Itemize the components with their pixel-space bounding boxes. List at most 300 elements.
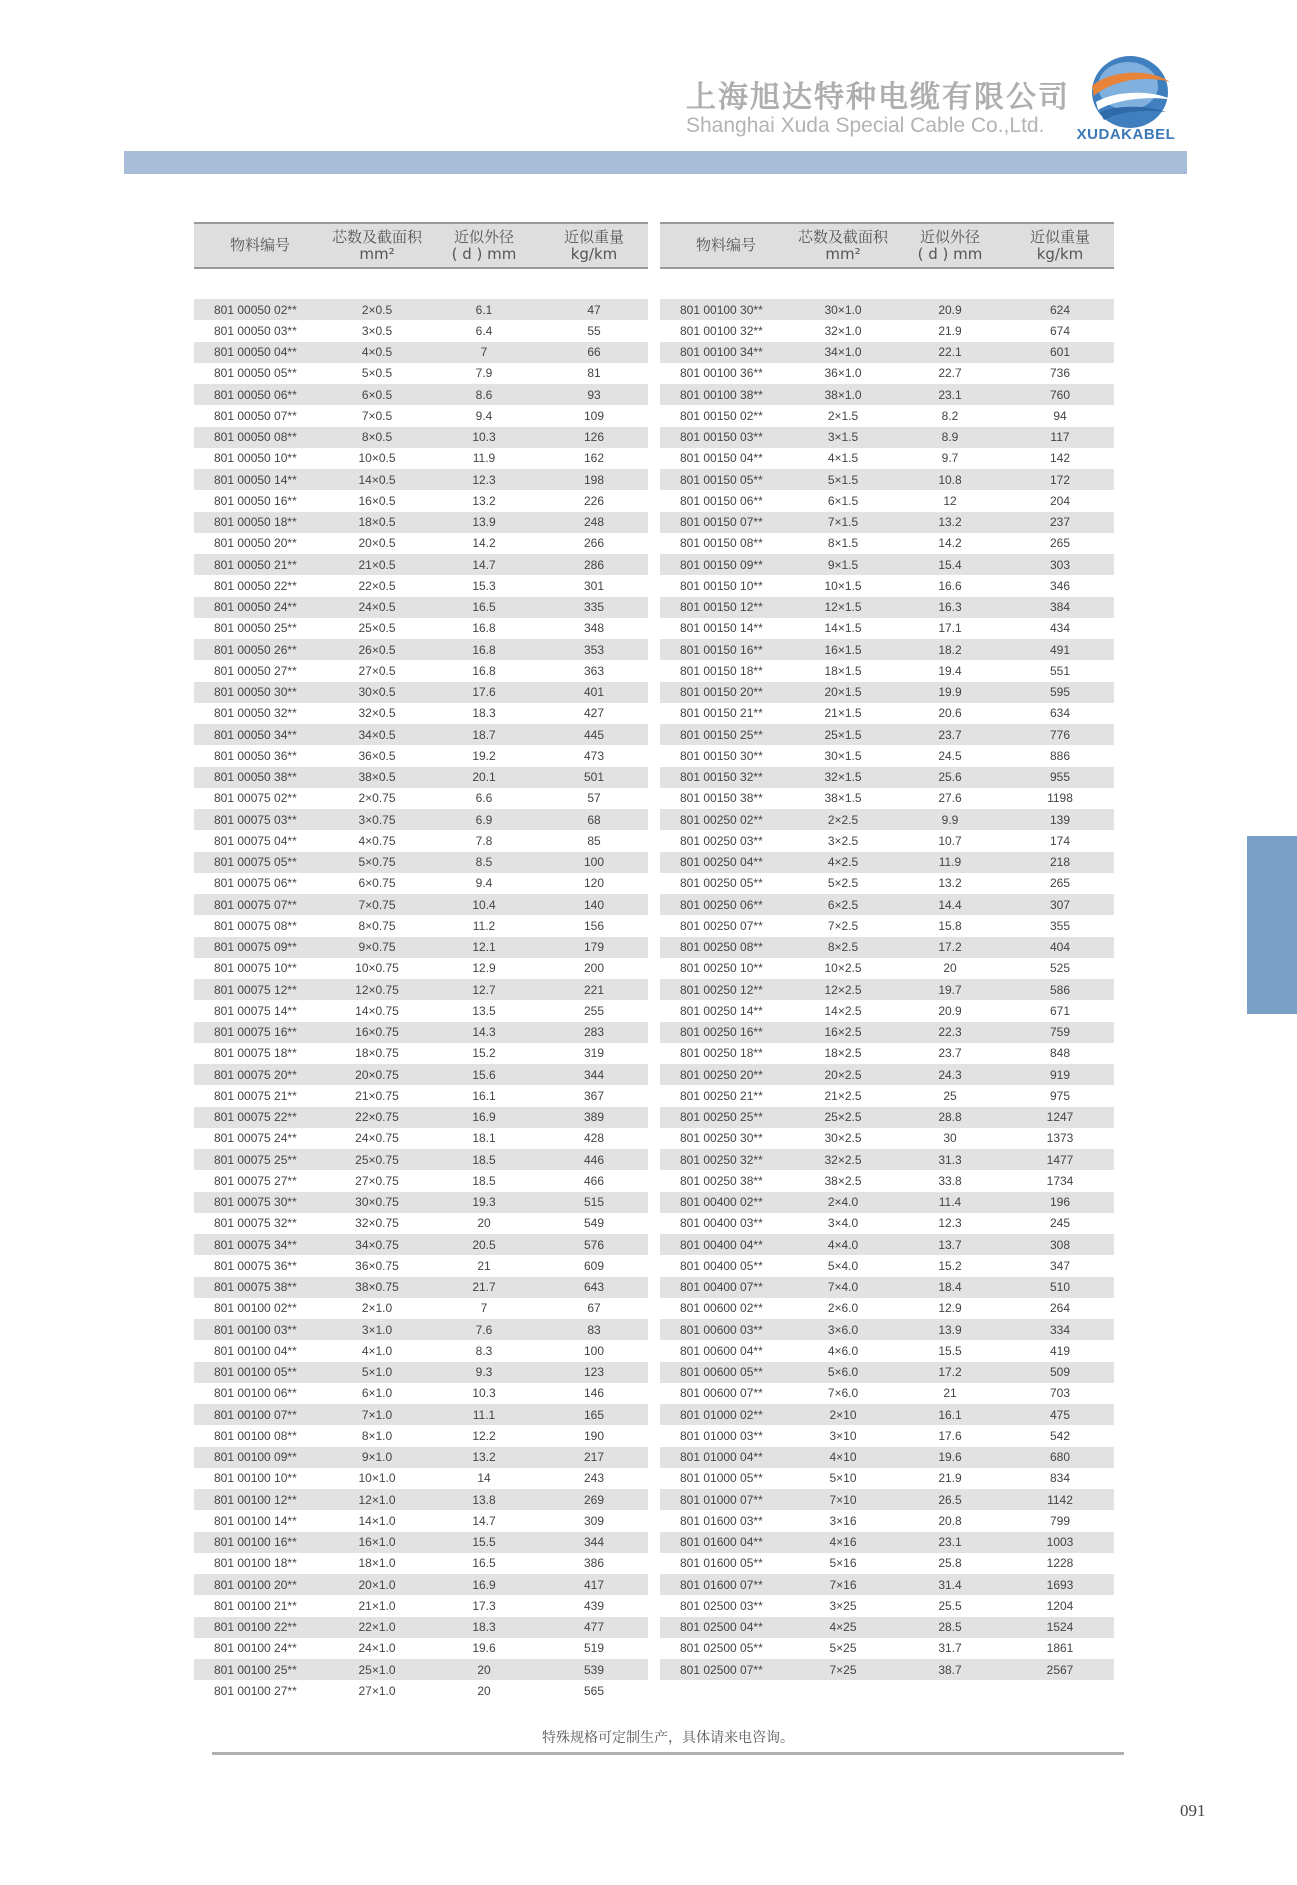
cell-part-no: 801 00100 21** — [214, 1598, 297, 1613]
cell-cores-section: 16×0.75 — [355, 1025, 399, 1040]
cell-part-no: 801 00075 24** — [214, 1131, 297, 1146]
cell-diameter: 22.3 — [938, 1025, 962, 1040]
cell-weight: 434 — [1049, 621, 1071, 636]
table-row — [194, 1022, 648, 1043]
cell-part-no: 801 00075 25** — [214, 1152, 297, 1167]
table-row — [660, 937, 1114, 958]
cell-weight: 237 — [1049, 515, 1071, 530]
cell-diameter: 12 — [943, 493, 957, 508]
cell-part-no: 801 00150 20** — [680, 685, 763, 700]
cell-part-no: 801 00250 14** — [680, 1003, 763, 1018]
cell-cores-section: 38×0.75 — [355, 1280, 399, 1295]
table-row — [194, 1234, 648, 1255]
cell-part-no: 801 00100 14** — [214, 1513, 297, 1528]
table-row — [660, 1000, 1114, 1021]
cell-weight: 344 — [583, 1535, 605, 1550]
cell-cores-section: 8×1.5 — [827, 536, 859, 551]
table-row — [194, 1043, 648, 1064]
cell-diameter: 31.7 — [938, 1641, 962, 1656]
table-header — [660, 222, 1114, 269]
cell-cores-section: 4×25 — [829, 1620, 857, 1635]
cell-cores-section: 3×0.5 — [361, 323, 393, 338]
table-row — [660, 342, 1114, 363]
side-section-tab — [1247, 836, 1297, 1014]
cell-part-no: 801 00100 36** — [680, 366, 763, 381]
cell-weight: 283 — [583, 1025, 605, 1040]
table-row — [194, 1277, 648, 1298]
col-header-weight: 近似重量 kg/km — [1029, 227, 1090, 263]
cell-diameter: 14.2 — [938, 536, 962, 551]
cell-part-no: 801 00050 32** — [214, 706, 297, 721]
table-row — [194, 1192, 648, 1213]
cell-diameter: 23.1 — [938, 387, 962, 402]
cell-diameter: 23.7 — [938, 1046, 962, 1061]
cell-diameter: 12.9 — [938, 1301, 962, 1316]
cell-cores-section: 32×1.0 — [824, 323, 862, 338]
cell-diameter: 14.2 — [472, 536, 496, 551]
cell-weight: 601 — [1049, 345, 1071, 360]
table-row — [660, 1532, 1114, 1553]
cell-diameter: 16.1 — [472, 1088, 496, 1103]
cell-weight: 319 — [583, 1046, 605, 1061]
col-header-diameter: 近似外径 ( d ) mm — [451, 227, 517, 263]
cell-cores-section: 7×1.0 — [361, 1407, 393, 1422]
cell-cores-section: 8×0.5 — [361, 430, 393, 445]
cell-weight: 286 — [583, 557, 605, 572]
cell-part-no: 801 00150 08** — [680, 536, 763, 551]
cell-part-no: 801 00075 20** — [214, 1067, 297, 1082]
table-row — [194, 533, 648, 554]
cell-part-no: 801 00100 07** — [214, 1407, 297, 1422]
table-row — [194, 1319, 648, 1340]
table-row — [194, 618, 648, 639]
cell-cores-section: 3×0.75 — [358, 812, 396, 827]
cell-part-no: 801 00075 16** — [214, 1025, 297, 1040]
table-row — [194, 1064, 648, 1085]
cell-diameter: 24.3 — [938, 1067, 962, 1082]
cell-cores-section: 14×1.5 — [824, 621, 862, 636]
cell-diameter: 12.2 — [472, 1428, 496, 1443]
cell-cores-section: 5×1.0 — [361, 1365, 393, 1380]
table-row — [194, 448, 648, 469]
cell-part-no: 801 02500 04** — [680, 1620, 763, 1635]
cell-diameter: 24.5 — [938, 748, 962, 763]
header-band — [124, 151, 1187, 174]
cell-weight: 975 — [1049, 1088, 1071, 1103]
cell-part-no: 801 01000 04** — [680, 1450, 763, 1465]
cell-cores-section: 22×0.75 — [355, 1110, 399, 1125]
table-row — [660, 469, 1114, 490]
cell-weight: 353 — [583, 642, 605, 657]
cell-weight: 309 — [583, 1513, 605, 1528]
cell-weight: 346 — [1049, 578, 1071, 593]
cell-part-no: 801 00100 10** — [214, 1471, 297, 1486]
cell-part-no: 801 00100 30** — [680, 302, 763, 317]
table-row — [660, 1425, 1114, 1446]
table-row — [660, 597, 1114, 618]
table-row — [194, 384, 648, 405]
table-row — [194, 1404, 648, 1425]
cell-diameter: 10.8 — [938, 472, 962, 487]
cell-diameter: 25.6 — [938, 770, 962, 785]
cell-diameter: 15.3 — [472, 578, 496, 593]
cell-weight: 81 — [587, 366, 601, 381]
cell-part-no: 801 00050 25** — [214, 621, 297, 636]
cell-part-no: 801 00075 03** — [214, 812, 297, 827]
table-row — [194, 1659, 648, 1680]
table-row — [194, 1489, 648, 1510]
cell-cores-section: 18×1.0 — [358, 1556, 396, 1571]
cell-cores-section: 8×0.75 — [358, 918, 396, 933]
table-row — [194, 809, 648, 830]
custom-spec-note: 特殊规格可定制生产，具体请来电咨询。 — [542, 1730, 794, 1746]
cell-cores-section: 4×4.0 — [827, 1237, 859, 1252]
cell-part-no: 801 00075 18** — [214, 1046, 297, 1061]
cell-diameter: 16.1 — [938, 1407, 962, 1422]
cell-weight: 848 — [1049, 1046, 1071, 1061]
cell-part-no: 801 02500 07** — [680, 1662, 763, 1677]
table-row — [660, 299, 1114, 320]
cell-cores-section: 20×2.5 — [824, 1067, 862, 1082]
table-row — [660, 1107, 1114, 1128]
cell-diameter: 18.3 — [472, 706, 496, 721]
cell-part-no: 801 00075 14** — [214, 1003, 297, 1018]
cell-diameter: 13.2 — [938, 876, 962, 891]
cell-diameter: 11.4 — [938, 1195, 962, 1210]
cell-diameter: 15.4 — [938, 557, 962, 572]
table-row — [660, 533, 1114, 554]
cell-diameter: 19.2 — [472, 748, 496, 763]
cell-cores-section: 38×1.5 — [824, 791, 862, 806]
cell-weight: 439 — [583, 1598, 605, 1613]
cell-part-no: 801 00150 10** — [680, 578, 763, 593]
cell-weight: 367 — [583, 1088, 605, 1103]
cell-diameter: 9.4 — [475, 876, 493, 891]
cell-cores-section: 25×0.5 — [358, 621, 396, 636]
cell-part-no: 801 00100 25** — [214, 1662, 297, 1677]
cell-part-no: 801 00100 05** — [214, 1365, 297, 1380]
cell-cores-section: 3×1.0 — [361, 1322, 393, 1337]
cell-part-no: 801 00075 22** — [214, 1110, 297, 1125]
cell-part-no: 801 00050 04** — [214, 345, 297, 360]
cell-part-no: 801 02500 05** — [680, 1641, 763, 1656]
cell-part-no: 801 00050 06** — [214, 387, 297, 402]
cell-diameter: 7 — [480, 345, 488, 360]
cell-part-no: 801 00600 03** — [680, 1322, 763, 1337]
cell-weight: 386 — [583, 1556, 605, 1571]
cell-weight: 47 — [587, 302, 601, 317]
cell-diameter: 18.5 — [472, 1173, 496, 1188]
cell-part-no: 801 00100 24** — [214, 1641, 297, 1656]
cell-part-no: 801 00150 14** — [680, 621, 763, 636]
cell-cores-section: 38×0.5 — [358, 770, 396, 785]
cell-diameter: 31.4 — [938, 1577, 962, 1592]
table-row — [194, 745, 648, 766]
table-row — [660, 767, 1114, 788]
table-row — [194, 682, 648, 703]
cell-weight: 243 — [583, 1471, 605, 1486]
cell-cores-section: 22×1.0 — [358, 1620, 396, 1635]
table-row — [660, 1022, 1114, 1043]
cell-cores-section: 8×1.0 — [361, 1428, 393, 1443]
cell-part-no: 801 00075 21** — [214, 1088, 297, 1103]
cell-cores-section: 22×0.5 — [358, 578, 396, 593]
cell-cores-section: 6×1.0 — [361, 1386, 393, 1401]
cell-cores-section: 5×0.75 — [358, 855, 396, 870]
spec-table-left — [194, 222, 648, 1702]
cell-diameter: 15.5 — [938, 1343, 962, 1358]
cell-cores-section: 14×0.5 — [358, 472, 396, 487]
cell-cores-section: 7×10 — [829, 1492, 857, 1507]
cell-weight: 510 — [1049, 1280, 1071, 1295]
cell-diameter: 10.3 — [472, 1386, 496, 1401]
cell-weight: 218 — [1049, 855, 1071, 870]
cell-cores-section: 4×1.0 — [361, 1343, 393, 1358]
cell-diameter: 13.2 — [938, 515, 962, 530]
table-row — [660, 1085, 1114, 1106]
table-row — [660, 1638, 1114, 1659]
cell-part-no: 801 00050 18** — [214, 515, 297, 530]
col-header-part-no: 物料编号 — [695, 236, 756, 254]
table-row — [194, 554, 648, 575]
cell-weight: 799 — [1049, 1513, 1071, 1528]
cell-weight: 384 — [1049, 600, 1071, 615]
table-row — [660, 830, 1114, 851]
cell-weight: 519 — [583, 1641, 605, 1656]
cell-weight: 595 — [1049, 685, 1071, 700]
cell-weight: 255 — [583, 1003, 605, 1018]
table-row — [194, 427, 648, 448]
cell-weight: 1373 — [1046, 1131, 1074, 1146]
cell-weight: 334 — [1049, 1322, 1071, 1337]
table-row — [194, 1532, 648, 1553]
cell-weight: 565 — [583, 1683, 605, 1698]
table-row — [660, 1319, 1114, 1340]
cell-diameter: 16.5 — [472, 1556, 496, 1571]
cell-diameter: 15.8 — [938, 918, 962, 933]
cell-weight: 303 — [1049, 557, 1071, 572]
cell-part-no: 801 00250 30** — [680, 1131, 763, 1146]
cell-part-no: 801 00075 12** — [214, 982, 297, 997]
table-row — [660, 1489, 1114, 1510]
cell-diameter: 19.9 — [938, 685, 962, 700]
cell-weight: 671 — [1049, 1003, 1071, 1018]
cell-cores-section: 5×16 — [829, 1556, 857, 1571]
cell-weight: 221 — [583, 982, 605, 997]
cell-weight: 624 — [1049, 302, 1071, 317]
cell-cores-section: 2×1.0 — [361, 1301, 393, 1316]
table-row — [194, 575, 648, 596]
table-row — [660, 1574, 1114, 1595]
cell-cores-section: 5×10 — [829, 1471, 857, 1486]
cell-cores-section: 4×10 — [829, 1450, 857, 1465]
cell-weight: 156 — [583, 918, 605, 933]
cell-cores-section: 4×0.75 — [358, 833, 396, 848]
cell-cores-section: 3×10 — [829, 1428, 857, 1443]
cell-cores-section: 21×1.0 — [358, 1598, 396, 1613]
cell-part-no: 801 00250 20** — [680, 1067, 763, 1082]
table-row — [194, 1000, 648, 1021]
cell-cores-section: 34×0.5 — [358, 727, 396, 742]
cell-diameter: 16.6 — [938, 578, 962, 593]
cell-diameter: 12.3 — [938, 1216, 962, 1231]
table-row — [660, 1383, 1114, 1404]
cell-diameter: 16.8 — [472, 663, 496, 678]
cell-cores-section: 20×1.5 — [824, 685, 862, 700]
cell-weight: 83 — [587, 1322, 601, 1337]
cell-part-no: 801 00075 08** — [214, 918, 297, 933]
table-row — [660, 490, 1114, 511]
table-row — [660, 618, 1114, 639]
cell-weight: 123 — [583, 1365, 605, 1380]
table-row — [194, 1128, 648, 1149]
table-row — [660, 1298, 1114, 1319]
table-row — [660, 724, 1114, 745]
cell-weight: 363 — [583, 663, 605, 678]
cell-weight: 515 — [583, 1195, 605, 1210]
table-row — [660, 1170, 1114, 1191]
cell-diameter: 21.9 — [938, 323, 962, 338]
cell-weight: 120 — [583, 876, 605, 891]
cell-part-no: 801 00075 27** — [214, 1173, 297, 1188]
cell-part-no: 801 00050 16** — [214, 493, 297, 508]
cell-cores-section: 25×1.5 — [824, 727, 862, 742]
table-row — [660, 703, 1114, 724]
cell-cores-section: 6×0.75 — [358, 876, 396, 891]
table-row — [194, 1680, 648, 1701]
table-row — [660, 1468, 1114, 1489]
cell-diameter: 10.7 — [938, 833, 962, 848]
cell-cores-section: 10×0.5 — [358, 451, 396, 466]
cell-weight: 307 — [1049, 897, 1071, 912]
cell-part-no: 801 00050 22** — [214, 578, 297, 593]
cell-diameter: 20.8 — [938, 1513, 962, 1528]
table-row — [660, 363, 1114, 384]
cell-diameter: 9.4 — [475, 408, 493, 423]
cell-cores-section: 5×4.0 — [827, 1258, 859, 1273]
table-row — [194, 788, 648, 809]
cell-part-no: 801 01600 05** — [680, 1556, 763, 1571]
cell-diameter: 20 — [943, 961, 957, 976]
table-row — [194, 1383, 648, 1404]
cell-cores-section: 18×0.75 — [355, 1046, 399, 1061]
table-row — [194, 299, 648, 320]
cell-weight: 139 — [1049, 812, 1071, 827]
cell-diameter: 25 — [943, 1088, 957, 1103]
table-row — [194, 342, 648, 363]
cell-weight: 140 — [583, 897, 605, 912]
table-row — [194, 1510, 648, 1531]
cell-part-no: 801 00250 38** — [680, 1173, 763, 1188]
cell-weight: 245 — [1049, 1216, 1071, 1231]
cell-part-no: 801 00050 08** — [214, 430, 297, 445]
cell-weight: 200 — [583, 961, 605, 976]
cell-part-no: 801 00075 06** — [214, 876, 297, 891]
cell-weight: 634 — [1049, 706, 1071, 721]
table-row — [660, 1149, 1114, 1170]
cell-cores-section: 7×1.5 — [827, 515, 859, 530]
cell-part-no: 801 00075 38** — [214, 1280, 297, 1295]
cell-cores-section: 5×1.5 — [827, 472, 859, 487]
table-row — [194, 1617, 648, 1638]
cell-diameter: 13.2 — [472, 1450, 496, 1465]
cell-diameter: 17.2 — [938, 1365, 962, 1380]
table-row — [194, 1149, 648, 1170]
cell-diameter: 19.6 — [938, 1450, 962, 1465]
table-row — [660, 1404, 1114, 1425]
cell-weight: 1198 — [1047, 791, 1073, 806]
cell-cores-section: 27×0.75 — [355, 1173, 399, 1188]
table-row — [194, 1574, 648, 1595]
cell-diameter: 18.4 — [938, 1280, 962, 1295]
cell-weight: 389 — [583, 1110, 605, 1125]
cell-cores-section: 34×1.0 — [824, 345, 862, 360]
cell-diameter: 8.5 — [475, 855, 493, 870]
cell-diameter: 17.6 — [472, 685, 496, 700]
table-row — [660, 512, 1114, 533]
cell-cores-section: 20×0.75 — [355, 1067, 399, 1082]
cell-part-no: 801 00400 03** — [680, 1216, 763, 1231]
cell-diameter: 21 — [943, 1386, 957, 1401]
cell-diameter: 33.8 — [938, 1173, 962, 1188]
cell-cores-section: 4×1.5 — [827, 451, 859, 466]
cell-weight: 117 — [1050, 430, 1070, 445]
cell-cores-section: 38×2.5 — [824, 1173, 862, 1188]
cell-diameter: 12.3 — [472, 472, 496, 487]
cell-weight: 67 — [587, 1301, 601, 1316]
cell-weight: 501 — [583, 770, 605, 785]
cell-weight: 466 — [583, 1173, 605, 1188]
company-name-cn: 上海旭达特种电缆有限公司 — [686, 80, 1070, 115]
cell-cores-section: 21×1.5 — [824, 706, 862, 721]
cell-diameter: 14.7 — [472, 557, 496, 572]
cell-weight: 196 — [1049, 1195, 1071, 1210]
table-row — [194, 1595, 648, 1616]
cell-part-no: 801 00400 04** — [680, 1237, 763, 1252]
cell-cores-section: 16×1.0 — [358, 1535, 396, 1550]
cell-diameter: 15.5 — [472, 1535, 496, 1550]
cell-weight: 549 — [583, 1216, 605, 1231]
cell-weight: 109 — [583, 408, 605, 423]
cell-part-no: 801 00250 10** — [680, 961, 763, 976]
table-row — [194, 1340, 648, 1361]
cell-part-no: 801 00075 05** — [214, 855, 297, 870]
table-row — [194, 405, 648, 426]
col-header-diameter: 近似外径 ( d ) mm — [917, 227, 983, 263]
cell-part-no: 801 00150 04** — [680, 451, 763, 466]
cell-diameter: 27.6 — [938, 791, 962, 806]
cell-weight: 226 — [583, 493, 605, 508]
cell-part-no: 801 00100 08** — [214, 1428, 297, 1443]
cell-weight: 539 — [583, 1662, 605, 1677]
cell-cores-section: 10×2.5 — [824, 961, 862, 976]
cell-cores-section: 20×0.5 — [358, 536, 396, 551]
cell-diameter: 20 — [477, 1662, 491, 1677]
cell-part-no: 801 00100 18** — [214, 1556, 297, 1571]
cell-part-no: 801 01000 07** — [680, 1492, 763, 1507]
cell-cores-section: 6×2.5 — [827, 897, 859, 912]
cell-weight: 198 — [583, 472, 605, 487]
cell-diameter: 11.9 — [938, 855, 962, 870]
cell-weight: 1003 — [1046, 1535, 1074, 1550]
cell-diameter: 16.9 — [472, 1110, 496, 1125]
cell-weight: 66 — [587, 345, 601, 360]
cell-part-no: 801 00050 26** — [214, 642, 297, 657]
cell-diameter: 9.7 — [941, 451, 959, 466]
cell-cores-section: 26×0.5 — [358, 642, 396, 657]
cell-cores-section: 14×1.0 — [358, 1513, 396, 1528]
cell-weight: 217 — [583, 1450, 605, 1465]
